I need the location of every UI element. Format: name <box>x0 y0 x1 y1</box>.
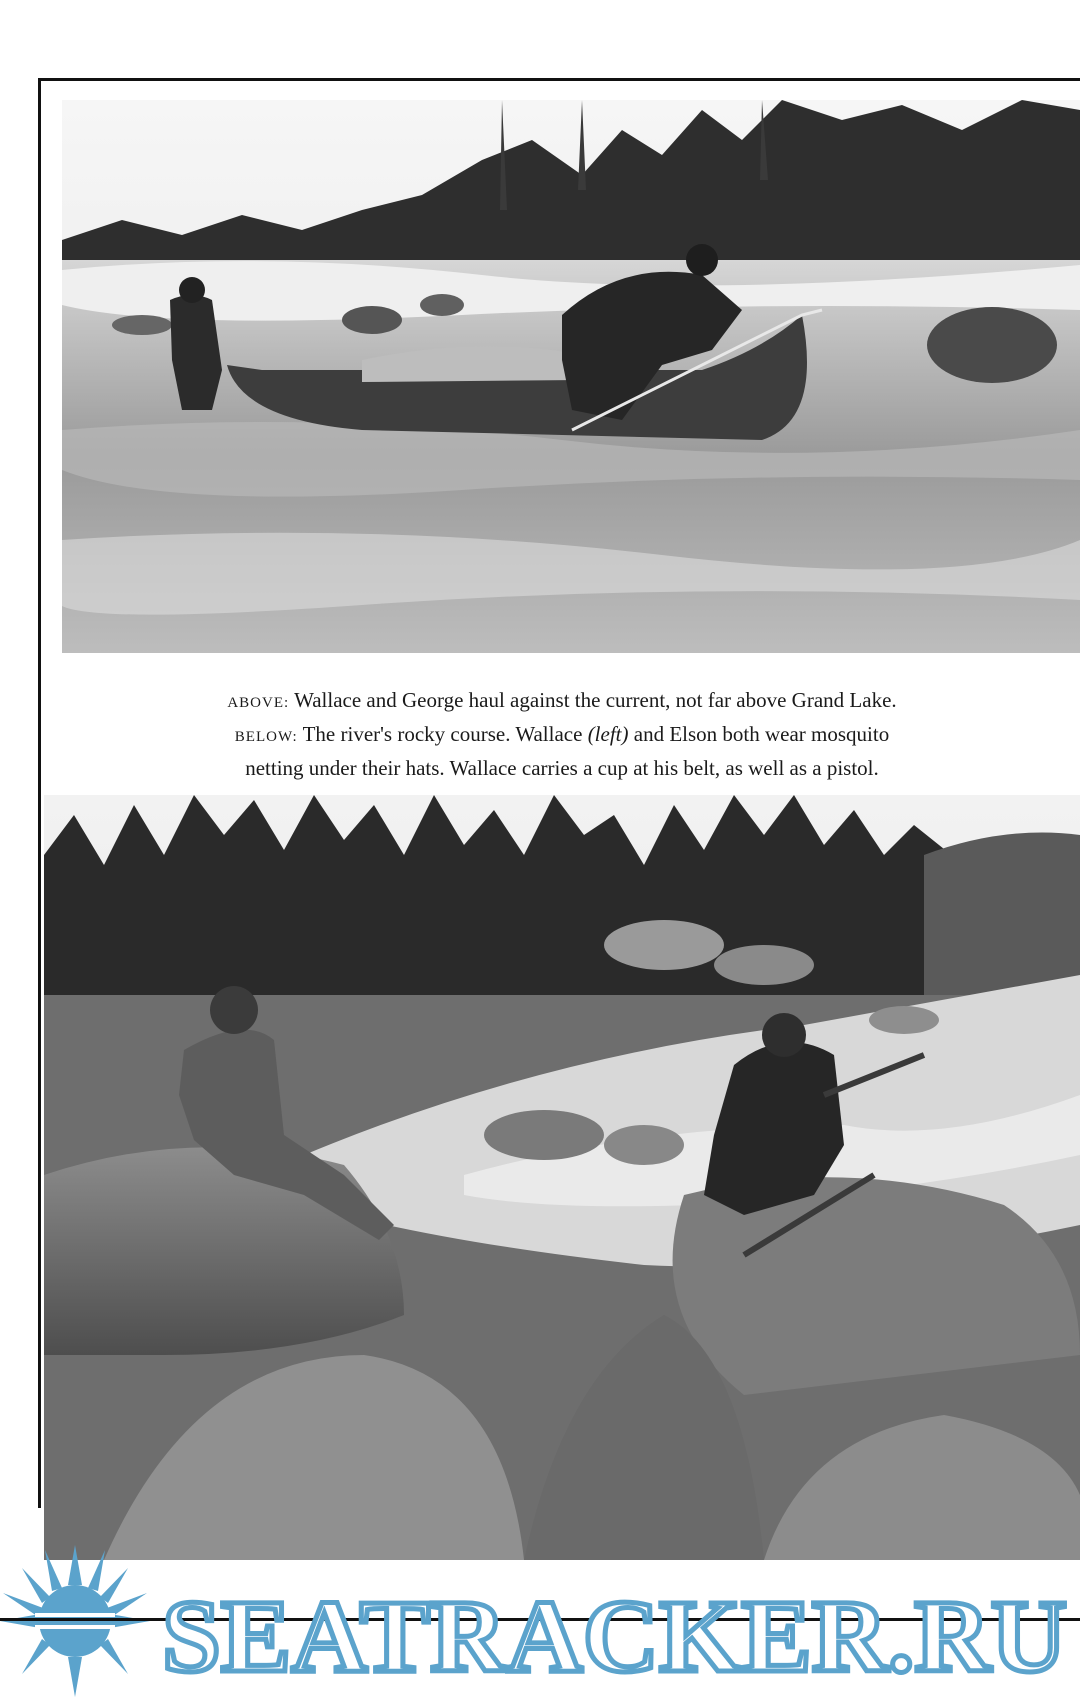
caption-line-below <box>62 719 1062 753</box>
photo-canoe-rapids <box>62 100 1080 653</box>
caption-line-above <box>62 685 1062 719</box>
watermark-text: SEATRACKER.RU <box>162 1579 1067 1694</box>
caption-below-text-2: and Elson both wear mosquito <box>633 722 890 746</box>
photo-rocky-river <box>44 795 1080 1560</box>
caption-below-left: (left) <box>587 722 629 746</box>
photo-caption <box>62 685 1062 784</box>
caption-line-below-2: netting under their hats. Wallace carries a cup at his belt, as well as a pistol. <box>245 756 879 780</box>
page-border-left <box>38 78 41 1508</box>
page-border-top <box>38 78 1080 81</box>
caption-below-label: BELOW: <box>234 729 298 745</box>
seatracker-watermark <box>0 1545 1080 1697</box>
caption-below-text-1: The river's rocky course. Wallace <box>302 722 583 746</box>
caption-above-label: ABOVE: <box>227 695 290 711</box>
caption-above-text: Wallace and George haul against the current, not far above Grand Lake. <box>294 688 897 712</box>
